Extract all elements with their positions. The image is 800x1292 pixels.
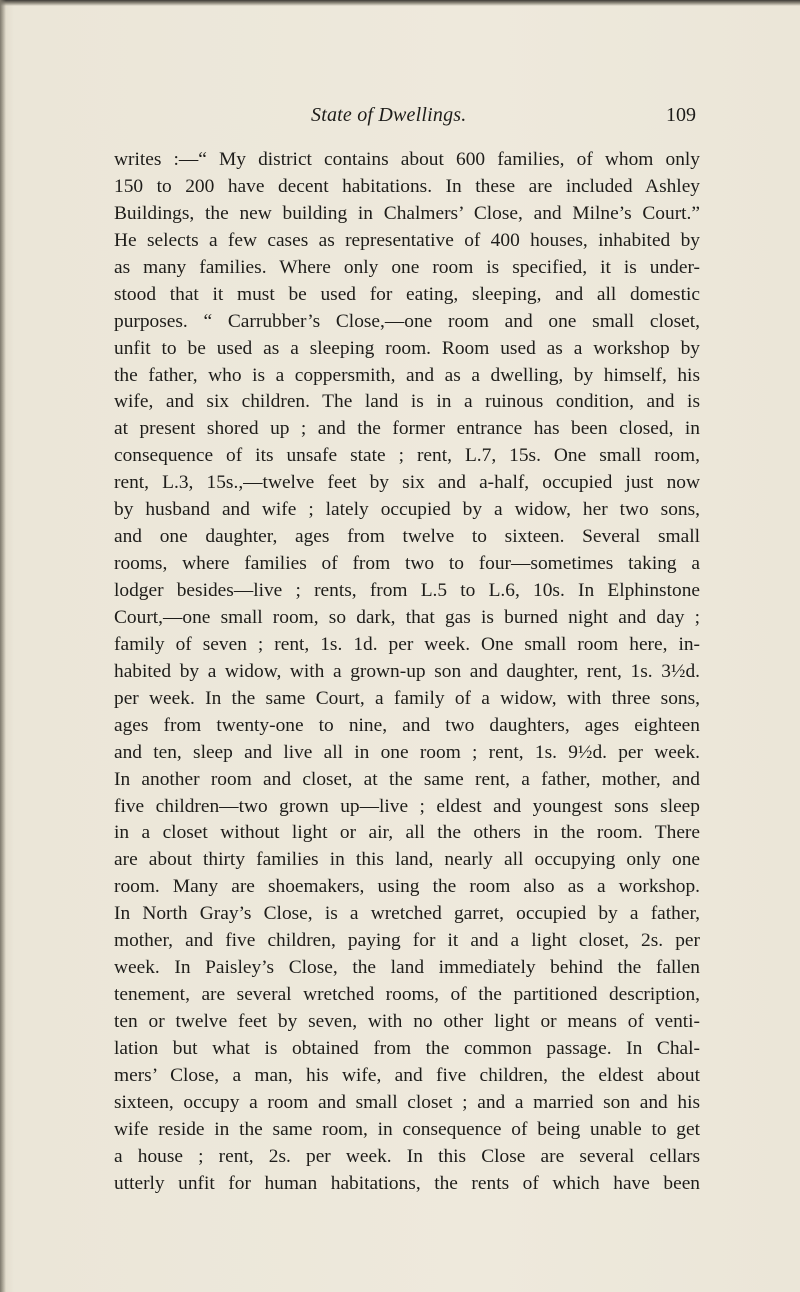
text-line: are about thirty families in this land, nearly all occupying only one: [114, 849, 700, 871]
text-line: unfit to be used as a sleeping room. Room used as a workshop by: [114, 337, 700, 359]
text-line: rooms, where families of from two to four—sometimes taking a: [114, 553, 700, 575]
text-line: tenement, are several wretched rooms, of the partitioned description,: [114, 984, 700, 1006]
page-number: 109: [666, 104, 696, 126]
text-line: He selects a few cases as representative of 400 houses, inhabited by: [114, 229, 700, 251]
text-line: ages from twenty-one to nine, and two daughters, ages eighteen: [114, 714, 700, 736]
text-line: and ten, sleep and live all in one room ; rent, 1s. 9½d. per week.: [114, 741, 700, 763]
running-head-title: State of Dwellings.: [311, 104, 467, 126]
text-line: the father, who is a coppersmith, and as a dwelling, by himself, his: [114, 364, 700, 386]
body-text: [114, 147, 700, 1198]
text-line: rent, L.3, 15s.,—twelve feet by six and a-half, occupied just now: [114, 472, 700, 494]
text-line: wife, and six children. The land is in a ruinous condition, and is: [114, 391, 700, 413]
text-line: ten or twelve feet by seven, with no other light or means of venti-: [114, 1011, 700, 1032]
text-line: room. Many are shoemakers, using the room also as a workshop.: [114, 876, 700, 898]
text-line: lation but what is obtained from the common passage. In Chal-: [114, 1037, 700, 1059]
page-gutter-shadow: [0, 0, 6, 1292]
text-line: 150 to 200 have decent habitations. In these are included Ashley: [114, 175, 700, 197]
text-line: and one daughter, ages from twelve to sixteen. Several small: [114, 526, 700, 548]
text-line: a house ; rent, 2s. per week. In this Close are several cellars: [114, 1145, 700, 1167]
text-line: as many families. Where only one room is specified, it is under-: [114, 256, 700, 278]
text-line: habited by a widow, with a grown-up son and daughter, rent, 1s. 3½d.: [114, 660, 700, 682]
text-line: Court,—one small room, so dark, that gas is burned night and day ;: [114, 606, 700, 628]
text-line: in a closet without light or air, all the others in the room. There: [114, 822, 700, 844]
text-line: purposes. “ Carrubber’s Close,—one room and one small closet,: [114, 310, 700, 332]
text-line: per week. In the same Court, a family of a widow, with three sons,: [114, 687, 700, 709]
text-line: five children—two grown up—live ; eldest and youngest sons sleep: [114, 795, 700, 817]
text-line: sixteen, occupy a room and small closet ; and a married son and his: [114, 1091, 700, 1113]
text-line: In North Gray’s Close, is a wretched garret, occupied by a father,: [114, 903, 700, 925]
text-line: In another room and closet, at the same rent, a father, mother, and: [114, 768, 700, 790]
text-line: at present shored up ; and the former entrance has been closed, in: [114, 418, 700, 440]
text-line: writes :—“ My district contains about 600 families, of whom only: [114, 149, 700, 170]
text-line: wife reside in the same room, in consequence of being unable to get: [114, 1118, 700, 1140]
running-head: [0, 104, 800, 134]
text-line: stood that it must be used for eating, sleeping, and all domestic: [114, 283, 700, 305]
text-line: utterly unfit for human habitations, the rents of which have been: [114, 1172, 700, 1194]
text-line: week. In Paisley’s Close, the land immediately behind the fallen: [114, 957, 700, 979]
text-line: family of seven ; rent, 1s. 1d. per week. One small room here, in-: [114, 633, 700, 655]
text-line: consequence of its unsafe state ; rent, L.7, 15s. One small room,: [114, 445, 700, 467]
text-line: mers’ Close, a man, his wife, and five children, the eldest about: [114, 1064, 700, 1086]
text-line: by husband and wife ; lately occupied by a widow, her two sons,: [114, 499, 700, 521]
page-top-edge: [0, 0, 800, 6]
text-line: Buildings, the new building in Chalmers’ Close, and Milne’s Court.”: [114, 202, 700, 224]
text-line: lodger besides—live ; rents, from L.5 to L.6, 10s. In Elphinstone: [114, 580, 700, 601]
text-line: mother, and five children, paying for it and a light closet, 2s. per: [114, 930, 700, 952]
